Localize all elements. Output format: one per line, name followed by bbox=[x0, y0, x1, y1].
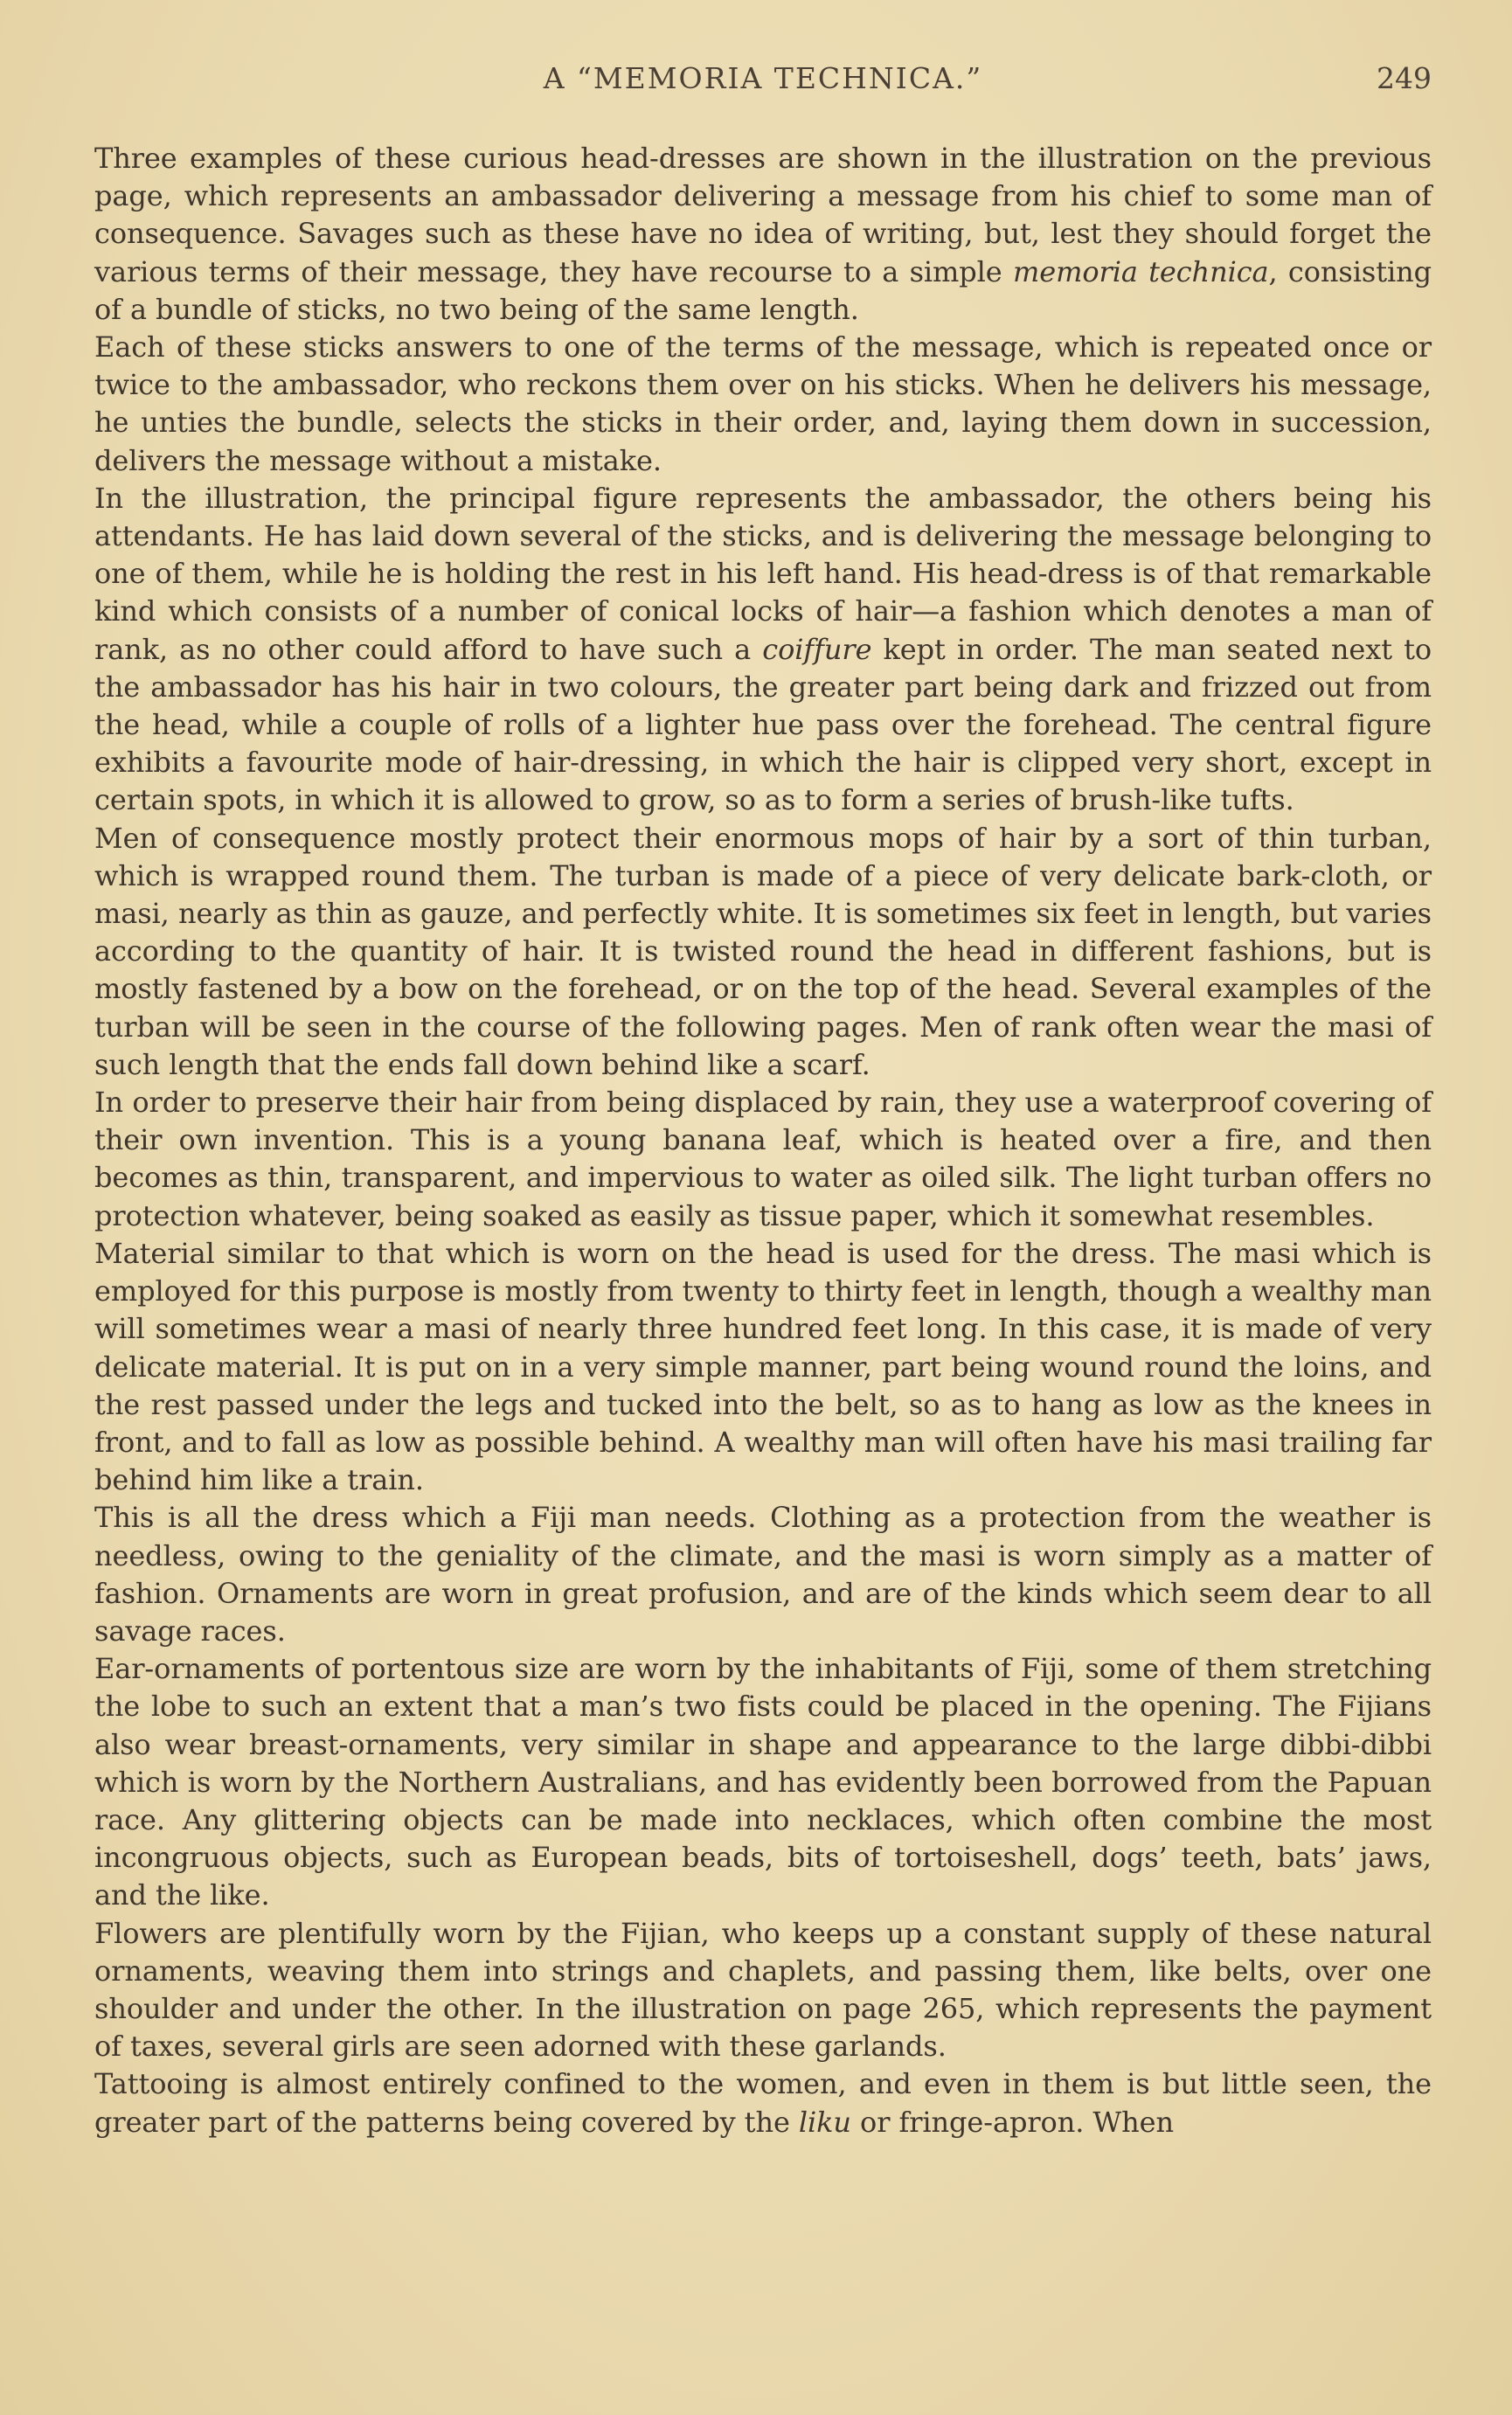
body-text bbox=[94, 140, 1432, 2141]
text-run: Flowers are plentifully worn by the Fijian, who keeps up a constant supply of these natural ornaments, weaving them into strings and chaplets, and passing them, like belts, over one shoulder and under the other. In the illustration on page 265, which represents the payment of taxes, several girls are seen adorned with these garlands. bbox=[94, 1916, 1432, 2064]
paragraph bbox=[94, 820, 1432, 1084]
text-run: kept in order. The man seated next to the ambassador has his hair in two colours, the greater part being dark and frizzed out from the head, while a couple of rolls of a lighter hue pass over the forehead. The central figure exhibits a favourite mode of hair-dressing, in which the hair is clipped very short, except in certain spots, in which it is allowed to grow, so as to form a series of brush-like tufts. bbox=[94, 632, 1432, 817]
text-run: Each of these sticks answers to one of the terms of the message, which is repeated once or twice to the ambassador, who reckons them over on his sticks. When he delivers his message, he unties the bundle, selects the sticks in their order, and, laying them down in succession, delivers the message without a mistake. bbox=[94, 330, 1432, 477]
italic-term: memoria technica bbox=[1013, 254, 1269, 288]
paragraph bbox=[94, 480, 1432, 820]
text-run: Tattooing is almost entirely confined to the women, and even in them is but little seen, the greater part of the patterns being covered by the bbox=[94, 2067, 1432, 2139]
text-run: This is all the dress which a Fiji man needs. Clothing as a protection from the weather is needless, owing to the geniality of the climate, and the masi is worn simply as a matter of fashion. Ornaments are worn in great profusion, and are of the kinds which seem dear to all savage races. bbox=[94, 1501, 1432, 1648]
paragraph bbox=[94, 1915, 1432, 2066]
italic-term: liku bbox=[798, 2105, 851, 2139]
running-title: A “MEMORIA TECHNICA.” bbox=[543, 61, 983, 95]
text-run: Ear-ornaments of portentous size are worn by the inhabitants of Fiji, some of them stretching the lobe to such an extent that a man’s two fists could be placed in the opening. The Fijians also wear breast-ornaments, very similar in shape and appearance to the large dibbi-dibbi which is worn by the Northern Australians, and has evidently been borrowed from the Papuan race. Any glittering objects can be made into necklaces, which often combine the most incongruous objects, such as European beads, bits of tortoiseshell, dogs’ teeth, bats’ jaws, and the like. bbox=[94, 1652, 1432, 1912]
paragraph bbox=[94, 140, 1432, 329]
paragraph bbox=[94, 1650, 1432, 1914]
text-run: In the illustration, the principal figure represents the ambassador, the others being his attendants. He has laid down several of the sticks, and is delivering the message belonging to one of them, while he is holding the rest in his left hand. His head-dress is of that remarkable kind which consists of a number of conical locks of hair—a fashion which denotes a man of rank, as no other could afford to have such a bbox=[94, 481, 1432, 666]
text-run: Material similar to that which is worn on the head is used for the dress. The masi which is employed for this purpose is mostly from twenty to thirty feet in length, though a wealthy man will sometimes wear a masi of nearly three hundred feet long. In this case, it is made of very delicate material. It is put on in a very simple manner, part being wound round the loins, and the rest passed under the legs and tucked into the belt, so as to hang as low as the knees in front, and to fall as low as possible behind. A wealthy man will often have his masi trailing far behind him like a train. bbox=[94, 1236, 1432, 1497]
italic-term: coiffure bbox=[762, 632, 872, 666]
text-run: In order to preserve their hair from being displaced by rain, they use a waterproof covering of their own invention. This is a young banana leaf, which is heated over a fire, and then becomes as thin, transparent, and impervious to water as oiled silk. The light turban offers no protection whatever, being soaked as easily as tissue paper, which it somewhat resembles. bbox=[94, 1086, 1432, 1232]
paragraph bbox=[94, 329, 1432, 480]
text-run: , consisting of a bundle of sticks, no two being of the same length. bbox=[94, 254, 1432, 326]
text-run: or fringe-apron. When bbox=[850, 2105, 1175, 2139]
paragraph bbox=[94, 1499, 1432, 1650]
paragraph bbox=[94, 2065, 1432, 2141]
text-run: Three examples of these curious head-dresses are shown in the illustration on the previous page, which represents an ambassador delivering a message from his chief to some man of consequence. Savages such as these have no idea of writing, but, lest they should forget the various terms of their message, they have recourse to a simple bbox=[94, 142, 1432, 288]
running-head bbox=[94, 61, 1432, 114]
paragraph bbox=[94, 1235, 1432, 1499]
text-run: Men of consequence mostly protect their enormous mops of hair by a sort of thin turban, which is wrapped round them. The turban is made of a piece of very delicate bark-cloth, or masi, nearly as thin as gauze, and perfectly white. It is sometimes six feet in length, but varies according to the quantity of hair. It is twisted round the head in different fashions, but is mostly fastened by a bow on the forehead, or on the top of the head. Several examples of the turban will be seen in the course of the following pages. Men of rank often wear the masi of such length that the ends fall down behind like a scarf. bbox=[94, 821, 1432, 1081]
page-number: 249 bbox=[1377, 61, 1432, 95]
paragraph bbox=[94, 1084, 1432, 1235]
